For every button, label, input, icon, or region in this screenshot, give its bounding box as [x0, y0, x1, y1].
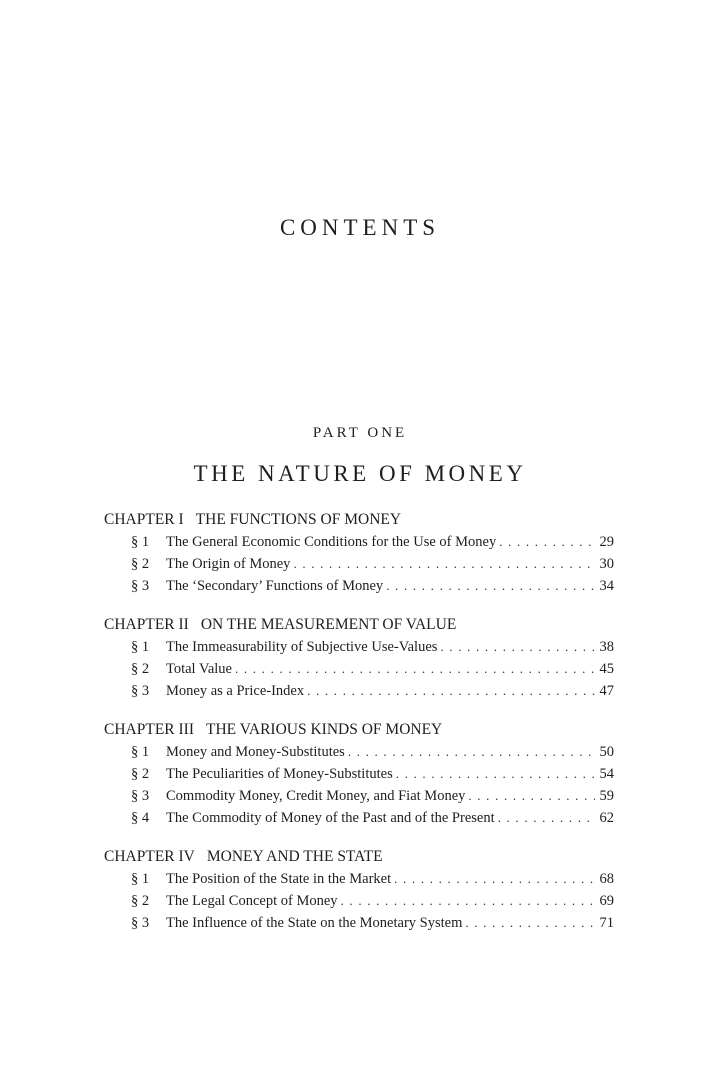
toc-entry[interactable]: [104, 807, 614, 829]
chapter-title: MONEY AND THE STATE: [206, 848, 383, 865]
section-title: The Position of the State in the Market: [166, 871, 392, 887]
page-number: 30: [599, 556, 614, 572]
toc-entry[interactable]: [104, 912, 614, 934]
toc-entry[interactable]: [104, 553, 614, 575]
dot-leader: [293, 553, 595, 575]
page-number: 47: [599, 683, 614, 699]
dot-leader: [235, 658, 595, 680]
page-number: 69: [599, 893, 614, 909]
chapter-heading: [104, 846, 614, 868]
chapter-2: [104, 614, 614, 702]
toc-entry[interactable]: [104, 680, 614, 702]
page-number: 62: [599, 810, 614, 826]
chapter-title: ON THE MEASUREMENT OF VALUE: [200, 616, 457, 633]
section-title: The Influence of the State on the Monetary System: [166, 915, 463, 931]
section-title: The General Economic Conditions for the Use of Money: [166, 534, 497, 550]
section-title: The ‘Secondary’ Functions of Money: [166, 578, 384, 594]
section-number: § 4: [131, 810, 150, 826]
chapter-3: [104, 719, 614, 829]
page-number: 45: [599, 661, 614, 677]
section-number: § 1: [131, 639, 150, 655]
dot-leader: [396, 763, 595, 785]
section-number: § 2: [131, 661, 150, 677]
dot-leader: [341, 890, 595, 912]
chapter-title: THE FUNCTIONS OF MONEY: [195, 511, 402, 528]
toc-entry[interactable]: [104, 636, 614, 658]
toc-entry[interactable]: [104, 890, 614, 912]
dot-leader: [468, 785, 595, 807]
section-title: Total Value: [166, 661, 232, 677]
toc-entry[interactable]: [104, 868, 614, 890]
dot-leader: [386, 575, 595, 597]
dot-leader: [348, 741, 595, 763]
dot-leader: [440, 636, 595, 658]
chapter-title: THE VARIOUS KINDS OF MONEY: [205, 721, 443, 738]
page-number: 34: [599, 578, 614, 594]
section-number: § 2: [131, 766, 150, 782]
section-title: The Commodity of Money of the Past and of the Present: [166, 810, 495, 826]
page-number: 68: [599, 871, 614, 887]
toc-entry[interactable]: [104, 531, 614, 553]
section-title: Money as a Price-Index: [166, 683, 305, 699]
page-number: 29: [599, 534, 614, 550]
dot-leader: [307, 680, 595, 702]
section-number: § 3: [131, 578, 150, 594]
toc-entry[interactable]: [104, 741, 614, 763]
toc-entry[interactable]: [104, 763, 614, 785]
chapter-number: CHAPTER I: [104, 511, 184, 528]
dot-leader: [465, 912, 595, 934]
page-title: CONTENTS: [279, 215, 441, 240]
section-title: The Peculiarities of Money-Substitutes: [166, 766, 393, 782]
section-number: § 3: [131, 788, 150, 804]
section-title: The Legal Concept of Money: [166, 893, 338, 909]
toc-entry[interactable]: [104, 658, 614, 680]
section-number: § 3: [131, 683, 150, 699]
section-number: § 1: [131, 871, 150, 887]
section-number: § 1: [131, 744, 150, 760]
page-number: 54: [599, 766, 614, 782]
part-label: PART ONE: [312, 425, 408, 441]
page-number: 38: [599, 639, 614, 655]
part-title: THE NATURE OF MONEY: [193, 461, 527, 486]
toc-entry[interactable]: [104, 785, 614, 807]
page-number: 59: [599, 788, 614, 804]
page-number: 50: [599, 744, 614, 760]
section-number: § 1: [131, 534, 150, 550]
section-title: The Origin of Money: [166, 556, 291, 572]
page-number: 71: [599, 915, 614, 931]
chapter-1: [104, 509, 614, 597]
section-title: Commodity Money, Credit Money, and Fiat Money: [166, 788, 466, 804]
section-title: Money and Money-Substitutes: [166, 744, 345, 760]
toc-entry[interactable]: [104, 575, 614, 597]
section-title: The Immeasurability of Subjective Use-Values: [166, 639, 438, 655]
section-number: § 2: [131, 556, 150, 572]
section-number: § 3: [131, 915, 150, 931]
table-of-contents: [104, 509, 614, 951]
chapter-heading: [104, 614, 614, 636]
chapter-number: CHAPTER II: [104, 616, 189, 633]
dot-leader: [394, 868, 595, 890]
section-number: § 2: [131, 893, 150, 909]
dot-leader: [499, 531, 595, 553]
chapter-number: CHAPTER III: [104, 721, 194, 738]
dot-leader: [498, 807, 595, 829]
chapter-heading: [104, 719, 614, 741]
chapter-number: CHAPTER IV: [104, 848, 195, 865]
chapter-4: [104, 846, 614, 934]
chapter-heading: [104, 509, 614, 531]
